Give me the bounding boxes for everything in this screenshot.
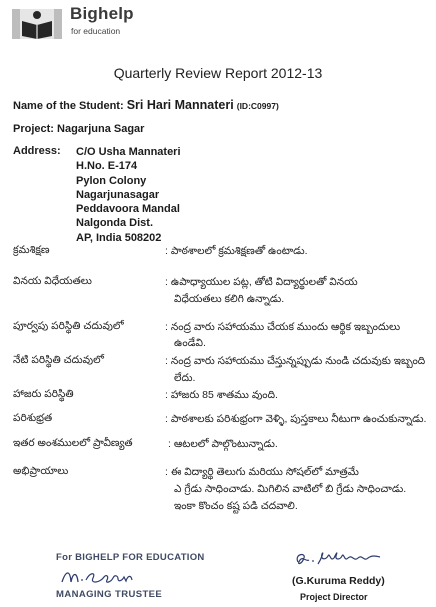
bighelp-logo-mark (12, 8, 62, 40)
courtesy-value: : ఉపాధ్యాయుల పట్ల, తోటి విద్యార్థులతో వినయ (165, 276, 358, 288)
student-name-row (13, 98, 279, 112)
cleanliness-value: : పాఠశాలకు పరిశుభ్రంగా వెళ్ళి, పుస్తకాలు నీటుగా ఉంచుకున్నాడు. (165, 413, 427, 425)
project-value: Nagarjuna Sagar (57, 123, 145, 135)
student-name-label: Name of the Student: (13, 100, 124, 112)
address-line: Peddavoora Mandal (76, 203, 180, 216)
address-line: C/O Usha Mannateri (76, 146, 181, 158)
remarks-value-cont2: ఇంకా కొంచం కష్ట పడి చదవాలి. (174, 500, 298, 512)
address-block (76, 145, 181, 245)
project-row (13, 123, 144, 135)
brand-name: Bighelp (70, 4, 134, 23)
brand-tagline: for education (71, 26, 121, 36)
report-title: Quarterly Review Report 2012-13 (113, 65, 323, 81)
discipline-label: క్రమశిక్షణ (13, 244, 50, 256)
present-condition-value: : నంద్ర వారు సహాయము చేస్తున్నప్పుడు నుండి చదువుకు ఇబ్బంది (165, 355, 426, 367)
project-director-name: (G.Kuruma Reddy) (292, 575, 385, 587)
managing-trustee-signature (60, 566, 140, 588)
managing-trustee-title: MANAGING TRUSTEE (56, 589, 163, 600)
present-condition-label: నేటి పరిస్థితి చదువులో (13, 354, 104, 366)
attendance-value: : హాజరు 85 శాతము వుంది. (165, 389, 278, 401)
cleanliness-label: పరిశుభ్రత (13, 412, 53, 424)
attendance-label: హాజరు పరిస్థితి (13, 388, 74, 400)
remarks-label: అభిప్రాయాలు (13, 465, 69, 477)
remarks-value-cont: ఎ గ్రేడు సాధించాడు. మిగిలిన వాటిలో బి గ్రేడు సాధించాడు. (174, 483, 407, 495)
project-director-signature (292, 548, 384, 572)
remarks-value: : ఈ విద్యార్థి తెలుగు మరియు సోషల్‌లో మాత్రమే (165, 466, 359, 478)
other-skills-label: ఇతర అంశములలో ప్రావీణ్యత (13, 437, 133, 449)
other-skills-value: : ఆటలలో పాల్గొంటున్నాడు. (168, 438, 278, 450)
project-director-title: Project Director (300, 592, 368, 602)
for-organization-text: For BIGHELP FOR EDUCATION (56, 552, 205, 563)
address-line: Nalgonda Dist. (76, 217, 154, 230)
student-id: (ID:C0997) (236, 101, 279, 111)
courtesy-label: వినయ విధేయతలు (13, 275, 92, 287)
student-name-value: Sri Hari Mannateri (126, 98, 234, 112)
courtesy-value-cont: విధేయతలు కలిగి ఉన్నాడు. (174, 293, 285, 305)
present-condition-value-cont: లేదు. (174, 372, 196, 384)
address-line: Nagarjunasagar (76, 188, 160, 201)
past-condition-label: పూర్వపు పరిస్థితి చదువులో (13, 320, 124, 332)
address-line: AP, India 508202 (76, 231, 162, 244)
address-line: Pylon Colony (76, 174, 147, 187)
past-condition-value: : నంద్ర వారు సహాయము చేయక ముందు ఆర్థిక ఇబ్బందులు (165, 321, 401, 333)
past-condition-value-cont: ఉండేవి. (174, 337, 206, 349)
address-label: Address: (13, 145, 61, 157)
discipline-value: : పాఠశాలలో క్రమశిక్షణతో ఉంటాడు. (165, 245, 308, 257)
project-label: Project: (13, 123, 54, 135)
address-line: H.No. E-174 (76, 160, 138, 173)
